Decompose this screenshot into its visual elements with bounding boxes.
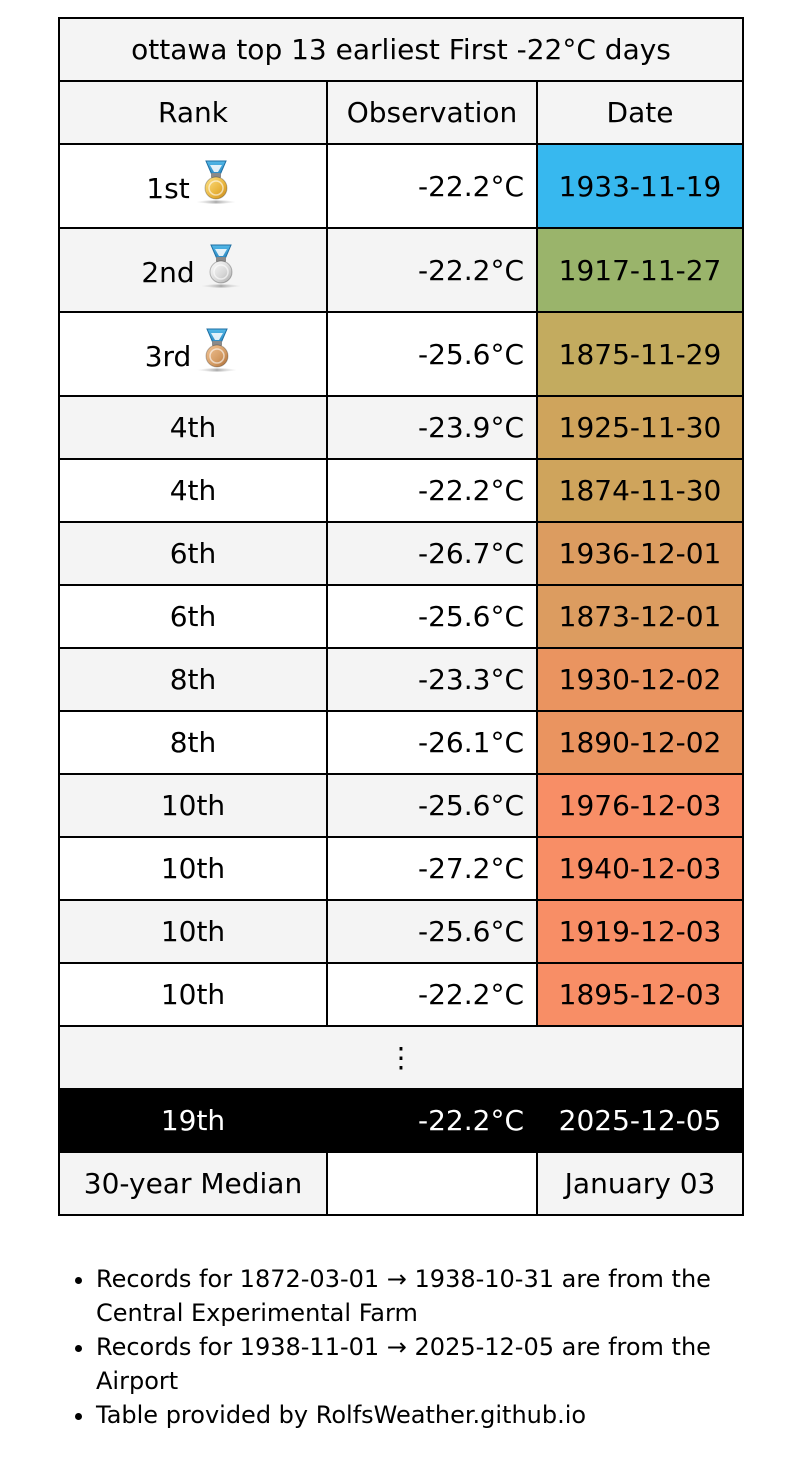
date-cell: 1895-12-03 bbox=[537, 963, 743, 1026]
table-row bbox=[59, 648, 743, 711]
current-observation-cell: -22.2°C bbox=[327, 1089, 537, 1152]
table-row bbox=[59, 585, 743, 648]
rank-cell: 8th bbox=[59, 711, 327, 774]
rank-cell: 10th bbox=[59, 900, 327, 963]
table-row bbox=[59, 228, 743, 312]
table-title: ottawa top 13 earliest First -22°C days bbox=[59, 18, 743, 81]
date-cell: 1976-12-03 bbox=[537, 774, 743, 837]
observation-cell: -25.6°C bbox=[327, 774, 537, 837]
rank-label: 3rd bbox=[144, 340, 192, 373]
note-item: • Records for 1938-11-01 → 2025-12-05 are from the Airport bbox=[96, 1330, 796, 1398]
table-row bbox=[59, 144, 743, 228]
observation-cell: -25.6°C bbox=[327, 900, 537, 963]
date-cell: 1933-11-19 bbox=[537, 144, 743, 228]
silver-medal-icon bbox=[197, 241, 245, 289]
median-observation-cell bbox=[327, 1152, 537, 1215]
date-cell: 1875-11-29 bbox=[537, 312, 743, 396]
date-cell: 1940-12-03 bbox=[537, 837, 743, 900]
rank-label: 1st bbox=[146, 172, 190, 205]
date-cell: 1919-12-03 bbox=[537, 900, 743, 963]
current-rank-cell: 19th bbox=[59, 1089, 327, 1152]
header-date: Date bbox=[537, 81, 743, 144]
header-rank: Rank bbox=[59, 81, 327, 144]
table-row bbox=[59, 711, 743, 774]
rank-cell: 10th bbox=[59, 963, 327, 1026]
current-date-cell: 2025-12-05 bbox=[537, 1089, 743, 1152]
header-observation: Observation bbox=[327, 81, 537, 144]
date-cell: 1936-12-01 bbox=[537, 522, 743, 585]
current-year-row bbox=[59, 1089, 743, 1152]
notes-list bbox=[58, 1262, 796, 1432]
title-row bbox=[59, 18, 743, 81]
bronze-medal-icon bbox=[193, 325, 241, 373]
table-row bbox=[59, 522, 743, 585]
median-row bbox=[59, 1152, 743, 1215]
observation-cell: -22.2°C bbox=[327, 144, 537, 228]
observation-cell: -23.3°C bbox=[327, 648, 537, 711]
table-row bbox=[59, 837, 743, 900]
observation-cell: -27.2°C bbox=[327, 837, 537, 900]
table-row bbox=[59, 900, 743, 963]
header-row bbox=[59, 81, 743, 144]
rank-label: 2nd bbox=[141, 256, 195, 289]
date-cell: 1873-12-01 bbox=[537, 585, 743, 648]
table-row bbox=[59, 774, 743, 837]
median-date-cell: January 03 bbox=[537, 1152, 743, 1215]
rank-cell: 10th bbox=[59, 774, 327, 837]
rank-cell: 8th bbox=[59, 648, 327, 711]
note-item: • Table provided by RolfsWeather.github.io bbox=[96, 1398, 796, 1432]
observation-cell: -22.2°C bbox=[327, 228, 537, 312]
date-cell: 1925-11-30 bbox=[537, 396, 743, 459]
rank-with-medal bbox=[146, 171, 239, 205]
observation-cell: -23.9°C bbox=[327, 396, 537, 459]
rank-cell: 4th bbox=[59, 459, 327, 522]
rank-with-medal bbox=[145, 339, 242, 373]
observation-cell: -22.2°C bbox=[327, 963, 537, 1026]
date-cell: 1890-12-02 bbox=[537, 711, 743, 774]
records-table bbox=[58, 17, 744, 1216]
date-cell: 1930-12-02 bbox=[537, 648, 743, 711]
table-row bbox=[59, 963, 743, 1026]
gold-medal-icon bbox=[192, 157, 240, 205]
table-row bbox=[59, 312, 743, 396]
note-item: • Records for 1872-03-01 → 1938-10-31 are from the Central Experimental Farm bbox=[96, 1262, 796, 1330]
table-row bbox=[59, 459, 743, 522]
rank-cell: 4th bbox=[59, 396, 327, 459]
rank-cell: 10th bbox=[59, 837, 327, 900]
observation-cell: -25.6°C bbox=[327, 312, 537, 396]
rank-cell: 6th bbox=[59, 585, 327, 648]
date-cell: 1874-11-30 bbox=[537, 459, 743, 522]
rank-cell bbox=[59, 312, 327, 396]
observation-cell: -26.7°C bbox=[327, 522, 537, 585]
observation-cell: -26.1°C bbox=[327, 711, 537, 774]
table-row bbox=[59, 396, 743, 459]
ellipsis-cell bbox=[59, 1026, 743, 1089]
ellipsis-glyph: ⋮ bbox=[387, 1041, 416, 1074]
observation-cell: -25.6°C bbox=[327, 585, 537, 648]
date-cell: 1917-11-27 bbox=[537, 228, 743, 312]
rank-cell bbox=[59, 228, 327, 312]
rank-cell: 6th bbox=[59, 522, 327, 585]
rank-with-medal bbox=[141, 255, 244, 289]
ellipsis-row bbox=[59, 1026, 743, 1089]
median-label-cell: 30-year Median bbox=[59, 1152, 327, 1215]
rank-cell bbox=[59, 144, 327, 228]
observation-cell: -22.2°C bbox=[327, 459, 537, 522]
